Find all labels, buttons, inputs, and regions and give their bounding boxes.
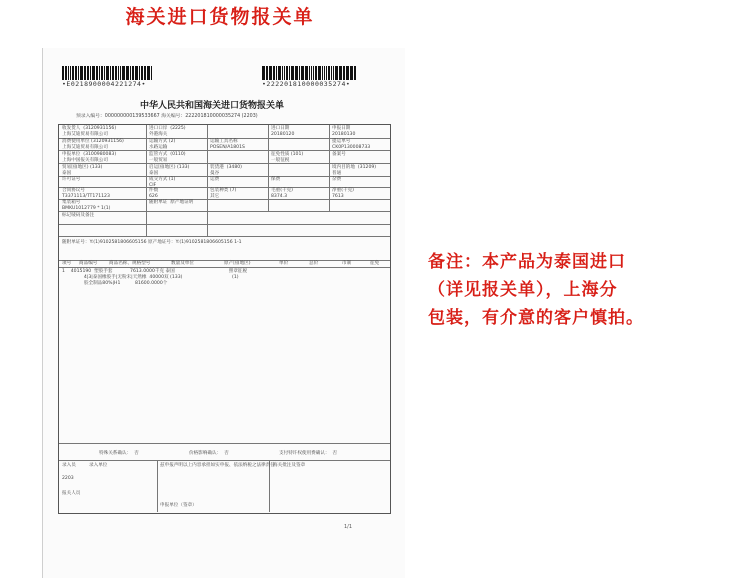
barcode-bar — [273, 66, 275, 80]
goods-header-levy: 征免 — [370, 261, 380, 266]
barcode-bar — [346, 66, 349, 80]
barcode-bar — [72, 66, 74, 80]
barcode-bar — [305, 66, 308, 80]
barcode-bar — [315, 66, 317, 80]
barcode-left-bars — [62, 66, 153, 80]
field-insurance: 保费 — [271, 177, 281, 182]
document-title: 中华人民共和国海关进口货物报关单 — [140, 101, 285, 111]
barcode-bar — [110, 66, 111, 80]
barcode-bar — [284, 66, 285, 80]
page-headline: 海关进口货物报关单 — [125, 6, 315, 28]
barcode-bar — [343, 66, 345, 80]
field-levy-nature: 征免性质 (101) 一般征税 — [271, 152, 304, 163]
field-misc-fee: 杂费 — [332, 177, 342, 182]
declare-unit-label: 申报单位（签章） — [160, 503, 197, 508]
barcode-right — [262, 66, 357, 88]
barcode-bar — [286, 66, 288, 80]
barcode-bar — [328, 66, 330, 80]
barcode-bar — [335, 66, 338, 80]
barcode-bar — [130, 66, 131, 80]
field-packages: 件数 626 — [149, 188, 159, 199]
field-container-no: 集装箱号 BMKU1012779 * 1(1) — [62, 200, 111, 211]
barcode-bar — [278, 66, 281, 80]
barcode-bar — [331, 66, 332, 80]
barcode-bar — [120, 66, 121, 80]
declarant-label: 报关人员 — [62, 491, 81, 496]
barcode-bar — [350, 66, 353, 80]
page-number: 1/1 — [344, 524, 353, 530]
barcode-bar — [101, 66, 103, 80]
goods-header-price: 单价 — [279, 261, 289, 266]
barcode-right-bars — [262, 66, 357, 80]
barcode-bar — [295, 66, 298, 80]
customs-review-label: 海关批注及签章 — [273, 463, 306, 468]
price-impact-confirm: 价格影响确认： 否 — [189, 451, 229, 456]
barcode-bar — [65, 66, 67, 80]
field-loading-port: 装货港 (3480) 曼谷 — [210, 165, 242, 176]
barcode-bar — [269, 66, 272, 80]
barcode-bar — [104, 66, 105, 80]
field-consignee: 收发货人 (3120931156) 上海艾迪贸易有限公司 — [62, 126, 117, 137]
pre-entry-line: 预录入编号：000000000139533667 海关编号：222201810000035274 (2203) — [76, 114, 258, 119]
field-license-no: 许可证号 — [62, 177, 81, 182]
goods-header-currency: 币制 — [342, 261, 352, 266]
field-consumer-unit: 消费使用单位 (3120931156) 上海艾迪贸易有限公司 — [62, 139, 124, 150]
declaration-form-grid — [58, 124, 391, 514]
barcode-bar — [78, 66, 79, 80]
field-transport-mode: 运输方式 (2) 水路运输 — [149, 139, 176, 150]
barcode-bar — [132, 66, 134, 80]
field-origin-country: 启运国(地区) (133) 泰国 — [149, 165, 190, 176]
field-import-date: 进口日期 20180120 — [271, 126, 295, 137]
barcode-bar — [92, 66, 95, 80]
customs-code: 2203 — [62, 476, 74, 481]
barcode-bar — [135, 66, 138, 80]
barcode-bar — [333, 66, 334, 80]
barcode-bar — [309, 66, 310, 80]
barcode-bar — [289, 66, 290, 80]
goods-header-code: 商品编号 — [79, 261, 98, 266]
field-net-weight: 净重(千克) 7613 — [332, 188, 354, 199]
goods-row-line2: 4|3|泰国橡胶手|无粉未|天然橡 40000双 (133) (1) — [62, 275, 239, 280]
barcode-bar — [87, 66, 89, 80]
field-deal-mode: 成交方式 (1) CIF — [149, 177, 176, 188]
barcode-bar — [99, 66, 100, 80]
barcode-bar — [147, 66, 150, 80]
field-vessel: 运输工具名称 POSEN/A1801S — [210, 139, 245, 150]
barcode-bar — [141, 66, 143, 80]
remark-line: 随附单证号：Y:(1)9102581806605156 原产地证号：Y:(1)9102581806605156 1-1 — [62, 240, 242, 245]
barcode-bar — [122, 66, 125, 80]
goods-header-item: 项号 — [62, 261, 72, 266]
goods-header-total: 总价 — [309, 261, 319, 266]
red-note — [428, 248, 748, 332]
declaration-statement: 兹申报声明以上内容承担如实申报、依法纳税之法律责任 — [160, 463, 275, 468]
royalty-confirm: 支付特许权使用费确认： 否 — [279, 451, 338, 456]
barcode-bar — [313, 66, 314, 80]
barcode-bar — [84, 66, 86, 80]
barcode-bar — [262, 66, 265, 80]
barcode-bar — [68, 66, 69, 80]
barcode-bar — [266, 66, 268, 80]
barcode-bar — [291, 66, 294, 80]
field-destination: 境内目的地 (31209) 普通 — [332, 165, 377, 176]
barcode-bar — [299, 66, 300, 80]
barcode-bar — [301, 66, 304, 80]
field-record-no: 备案号 — [332, 152, 346, 157]
barcode-bar — [139, 66, 140, 80]
field-declare-date: 申报日期 20180130 — [332, 126, 356, 137]
goods-row-line1: 1 4015190 塑胶手套 7613.0000千克 泰国 照章征税 — [62, 269, 248, 274]
field-package-type: 包装种类 (7) 其它 — [210, 188, 237, 199]
field-trade-country: 贸易国(地区) (133) 泰国 — [62, 165, 103, 176]
goods-header-qty: 数量及单位 — [171, 261, 194, 266]
barcode-bar — [311, 66, 312, 80]
barcode-bar — [75, 66, 77, 80]
barcode-bar — [115, 66, 117, 80]
barcode-right-text: •222201810000035274• — [262, 80, 351, 88]
barcode-bar — [322, 66, 323, 80]
field-marks-remarks: 标记唛码及备注 — [62, 213, 95, 218]
goods-header-origin: 原产国(地区) — [224, 261, 251, 266]
barcode-bar — [324, 66, 325, 80]
barcode-bar — [106, 66, 109, 80]
barcode-bar — [90, 66, 91, 80]
barcode-bar — [62, 66, 64, 80]
barcode-bar — [326, 66, 327, 80]
entry-person-label: 录入员 — [62, 463, 76, 468]
barcode-bar — [339, 66, 342, 80]
entry-unit-label: 录入单位 — [89, 463, 108, 468]
goods-row-line3: 胶全制品80%|H1 81600.0000个 — [62, 281, 168, 286]
field-declarant-unit: 申报单位 (3100980083) 上海中国报关有限公司 — [62, 152, 117, 163]
barcode-left-text: •E0218900004221274• — [62, 80, 146, 88]
barcode-bar — [354, 66, 356, 80]
barcode-bar — [276, 66, 277, 80]
goods-header-name: 商品名称、规格型号 — [109, 261, 151, 266]
barcode-bar — [80, 66, 83, 80]
barcode-bar — [126, 66, 129, 80]
field-freight: 运费 — [210, 177, 220, 182]
barcode-bar — [70, 66, 71, 80]
barcode-bar — [318, 66, 321, 80]
barcode-bar — [118, 66, 119, 80]
field-import-port: 进口口岸 (2225) 外港海关 — [149, 126, 186, 137]
note-line-3: 包装，有介意的客户慎拍。 — [428, 308, 644, 328]
note-line-2: （详见报关单），上海分 — [428, 280, 618, 300]
field-supervision: 监管方式 (0110) 一般贸易 — [149, 152, 186, 163]
field-gross-weight: 毛重(千克) 8374.3 — [271, 188, 293, 199]
special-relation-confirm: 特殊关系确认： 否 — [99, 451, 139, 456]
field-attached-docs: 随附单证 原产地证明 — [149, 200, 194, 205]
note-line-1: 备注：本产品为泰国进口 — [428, 252, 626, 272]
field-bill-of-lading: 提运单号 CK0P130008733 — [332, 139, 371, 150]
barcode-bar — [282, 66, 283, 80]
barcode-bar — [112, 66, 114, 80]
barcode-bar — [151, 66, 152, 80]
barcode-bar — [144, 66, 146, 80]
barcode-bar — [96, 66, 98, 80]
barcode-left — [62, 66, 153, 88]
field-contract-no: 合同协议号 T3371113/TT171123 — [62, 188, 110, 199]
